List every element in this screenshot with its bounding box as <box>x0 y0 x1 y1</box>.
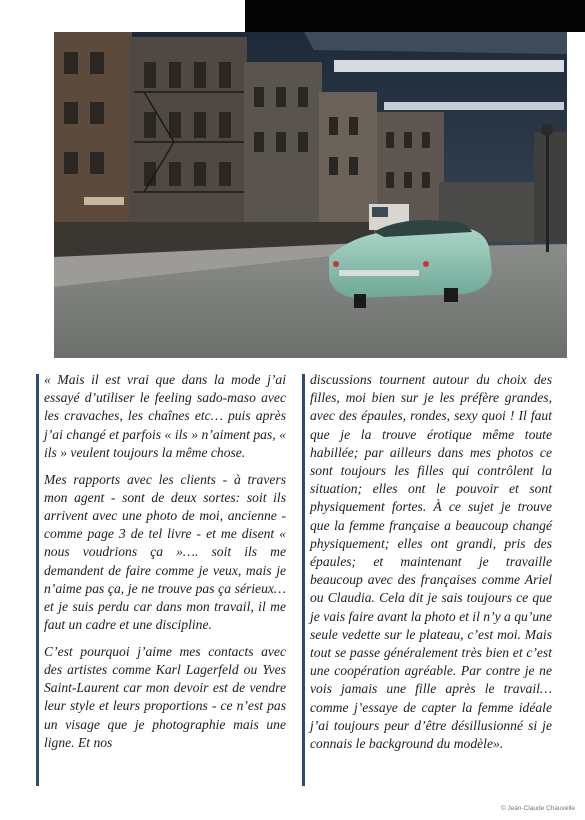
top-black-band <box>245 0 585 32</box>
photo-copyright: © Jean-Claude Chauvelle <box>500 805 575 812</box>
photo-illustration <box>54 32 567 358</box>
paragraph: discussions tournent autour du choix des filles, moi bien sur je les préfère grandes, avec des épaules, rondes, sexy quoi ! Il faut que je la trouve érotique même toute habillée; par ailleurs dans mes photos ce sont toujours les filles qui contrôlent la situation; elles ont le pouvoir et sont physiquement fortes. À ce sujet je trouve que la femme française a beaucoup changé physiquement; elles ont grandi, pris des épaules; et maintenant je travaille beaucoup avec des françaises comme Ariel ou Claudia. Cela dit je sais toujours ce que je vais faire avant la photo et il n’y a qu’une seule vedette sur le plateau, c’est moi. Mais tout se passe généralement très bien et c’est une coopération agréable. Par contre je ne vois jamais une fille après le travail… comme j’essaye de capter la femme idéale j’ai toujours peur d’être désillusionné si je connais le background du modèle». <box>310 372 552 752</box>
article-left-column <box>44 371 286 761</box>
paragraph: « Mais il est vrai que dans la mode j’ai essayé d’utiliser le feeling sado-maso avec les cravaches, les chaînes etc… puis après j’ai changé et parfois « ils » n’aiment pas, « ils » veulent toujours la même chose. <box>44 372 286 460</box>
paragraph: C’est pourquoi j’aime mes contacts avec des artistes comme Karl Lagerfeld ou Yves Saint-Laurent car mon devoir est de vendre leur style et leurs proportions - ce n’est pas un visage que je photographie mais une ligne. Et nos <box>44 643 286 750</box>
paragraph: Mes rapports avec les clients - à travers mon agent - sont de deux sortes: soit ils arrivent avec une photo de moi, ancienne - comme page 3 de tel livre - et me disent « nous voudrions ça »…. soit ils me demandent de faire comme je veux, mais je n’aime pas ça, je ne trouve pas ça sérieux…et je suis perdu car dans mon travail, il me faut un cadre et une discipline. <box>44 471 286 633</box>
article-right-column <box>310 371 552 762</box>
street-scene-photo <box>54 32 567 358</box>
left-column-rule <box>36 374 39 786</box>
right-column-rule <box>302 374 305 786</box>
